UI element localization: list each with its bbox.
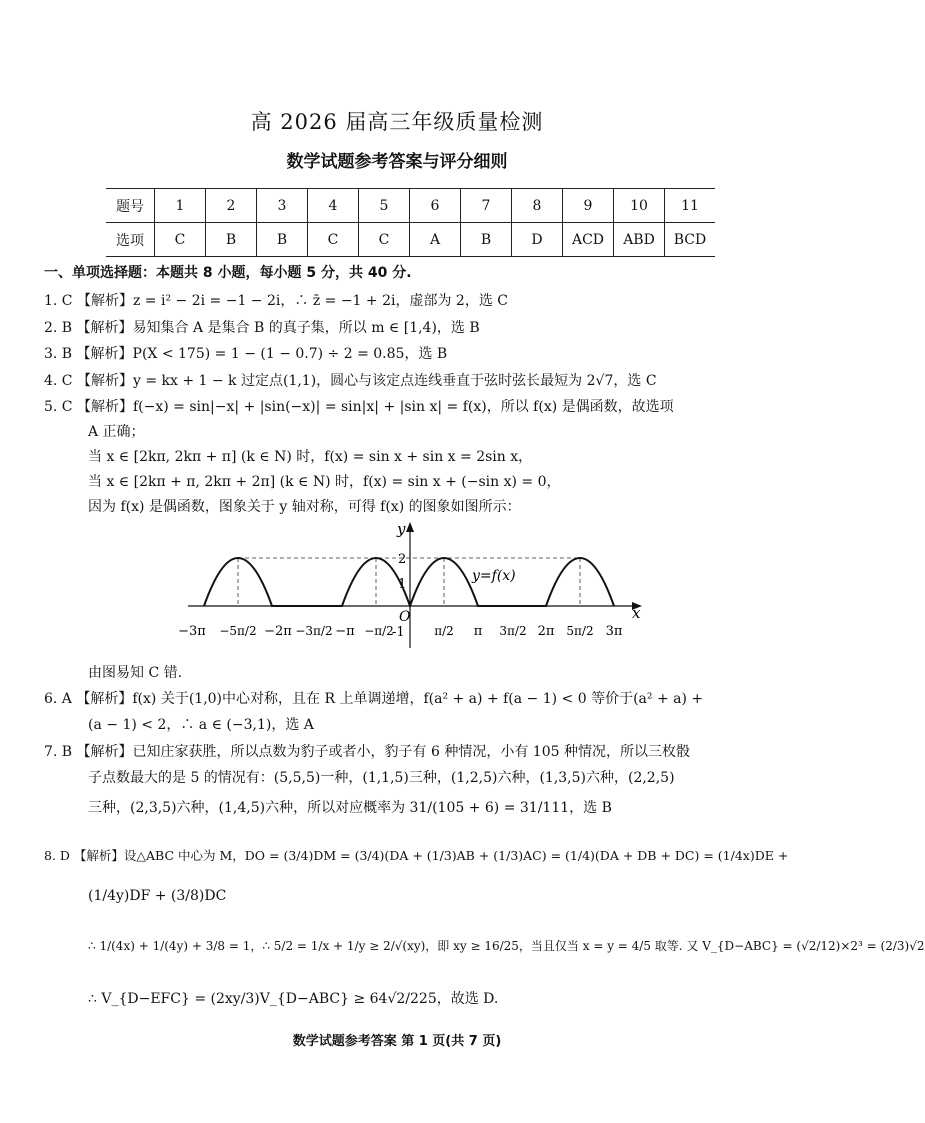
solution-line-7: 7. B 【解析】已知庄家获胜，所以点数为豹子或者小，豹子有 6 种情况，小有 105 种情况，所以三枚骰 bbox=[44, 744, 690, 760]
solution-line-1: 1. C 【解析】z = i² − 2i = −1 − 2i，∴ z̄ = −1 + 2i，虚部为 2，选 C bbox=[44, 293, 508, 309]
page-subtitle: 数学试题参考答案与评分细则 bbox=[286, 152, 508, 172]
table-cell: BCD bbox=[665, 223, 716, 257]
answer-table-row-options bbox=[106, 223, 715, 257]
table-cell: 2 bbox=[206, 189, 257, 223]
solution-line-5-figure-intro: 因为 f(x) 是偶函数，图象关于 y 轴对称，可得 f(x) 的图象如图所示： bbox=[88, 499, 521, 515]
table-cell: B bbox=[257, 223, 308, 257]
y-tick-label: 1 bbox=[398, 577, 407, 592]
solution-line-7-cont1: 子点数最大的是 5 的情况有：(5,5,5)一种，(1,1,5)三种，(1,2,5)六种，(1,3,5)六种，(2,2,5) bbox=[88, 770, 675, 786]
table-cell: 6 bbox=[410, 189, 461, 223]
table-cell: 5 bbox=[359, 189, 410, 223]
origin-label: O bbox=[399, 609, 411, 625]
table-cell: 4 bbox=[308, 189, 359, 223]
x-tick-label: −π bbox=[335, 624, 355, 639]
answer-table bbox=[106, 188, 715, 257]
solution-line-7-cont2: 三种，(2,3,5)六种，(1,4,5)六种，所以对应概率为 31/(105 + 6) = 31/111，选 B bbox=[88, 800, 612, 816]
solution-line-3: 3. B 【解析】P(X < 175) = 1 − (1 − 0.7) ÷ 2 = 0.85，选 B bbox=[44, 346, 448, 362]
table-cell: 11 bbox=[665, 189, 716, 223]
y-axis-label: y bbox=[397, 520, 406, 538]
page-title: 高 2026 届高三年级质量检测 bbox=[250, 110, 544, 134]
x-tick-label: 5π/2 bbox=[566, 624, 594, 638]
solution-line-8-cont1: (1/4y)DF + (3/8)DC bbox=[88, 888, 227, 904]
table-cell: C bbox=[155, 223, 206, 257]
x-tick-label: 3π/2 bbox=[499, 624, 527, 638]
table-cell: ACD bbox=[563, 223, 614, 257]
table-cell: D bbox=[512, 223, 563, 257]
table-cell: 题号 bbox=[106, 189, 155, 223]
y-tick-label: -1 bbox=[392, 625, 405, 640]
table-cell: 选项 bbox=[116, 232, 144, 249]
solution-line-5-case2: 当 x ∈ [2kπ + π, 2kπ + 2π] (k ∈ N) 时，f(x) = sin x + (−sin x) = 0， bbox=[88, 474, 561, 490]
solution-line-2: 2. B 【解析】易知集合 A 是集合 B 的真子集，所以 m ∈ [1,4)，选 B bbox=[44, 320, 480, 336]
x-tick-label: π bbox=[473, 624, 483, 639]
table-cell: 9 bbox=[563, 189, 614, 223]
x-axis-label: x bbox=[632, 604, 641, 622]
solution-line-5-conclusion: 由图易知 C 错. bbox=[88, 665, 183, 681]
x-tick-label: 3π bbox=[605, 624, 623, 639]
solution-line-8-cont3: ∴ V_{D−EFC} = (2xy/3)V_{D−ABC} ≥ 64√2/225，故选 D. bbox=[88, 991, 499, 1007]
x-tick-label: −π/2 bbox=[364, 624, 394, 638]
answer-table-row-questions bbox=[106, 189, 715, 223]
y-tick-label: 2 bbox=[398, 552, 407, 567]
solution-line-5-cont: A 正确； bbox=[88, 424, 145, 440]
solution-line-6: 6. A 【解析】f(x) 关于(1,0)中心对称，且在 R 上单调递增，f(a² + a) + f(a − 1) < 0 等价于(a² + a) + bbox=[44, 691, 704, 707]
x-tick-label: −3π/2 bbox=[295, 624, 333, 638]
table-cell: 8 bbox=[512, 189, 563, 223]
solution-line-4: 4. C 【解析】y = kx + 1 − k 过定点(1,1)，圆心与该定点连线垂直于弦时弦长最短为 2√7，选 C bbox=[44, 373, 657, 389]
table-cell: C bbox=[359, 223, 410, 257]
solution-line-8: 8. D 【解析】设△ABC 中心为 M，DO = (3/4)DM = (3/4)(DA + (1/3)AB + (1/3)AC) = (1/4)(DA + DB + DC) = (1/4x)DE + bbox=[44, 848, 789, 863]
x-tick-label: −3π bbox=[178, 624, 206, 639]
table-cell: B bbox=[461, 223, 512, 257]
x-tick-label: 2π bbox=[537, 624, 555, 639]
function-curve bbox=[204, 558, 614, 606]
table-cell: ABD bbox=[614, 223, 665, 257]
section-heading: 一、单项选择题：本题共 8 小题，每小题 5 分，共 40 分. bbox=[44, 265, 412, 281]
table-cell: A bbox=[410, 223, 461, 257]
table-cell: 3 bbox=[257, 189, 308, 223]
table-cell: C bbox=[308, 223, 359, 257]
page-footer: 数学试题参考答案 第 1 页(共 7 页) bbox=[292, 1034, 502, 1049]
solution-line-8-cont2: ∴ 1/(4x) + 1/(4y) + 3/8 = 1，∴ 5/2 = 1/x + 1/y ≥ 2/√(xy)，即 xy ≥ 16/25，当且仅当 x = y = 4/5 取等. 又 V_{D−ABC} = (√2/12)×2³ = (2/3)√2 bbox=[88, 939, 925, 953]
solution-line-5: 5. C 【解析】f(−x) = sin|−x| + |sin(−x)| = sin|x| + |sin x| = f(x)，所以 f(x) 是偶函数，故选项 bbox=[44, 399, 674, 415]
y-axis-arrow bbox=[406, 522, 414, 532]
table-cell: 1 bbox=[155, 189, 206, 223]
table-cell: B bbox=[206, 223, 257, 257]
solution-line-5-case1: 当 x ∈ [2kπ, 2kπ + π] (k ∈ N) 时，f(x) = sin x + sin x = 2sin x， bbox=[88, 449, 533, 465]
function-label: y=f(x) bbox=[472, 568, 516, 584]
solution-line-6-cont: (a − 1) < 2，∴ a ∈ (−3,1)，选 A bbox=[88, 717, 314, 733]
x-tick-label: −5π/2 bbox=[219, 624, 257, 638]
x-tick-label: π/2 bbox=[434, 624, 454, 638]
function-graph bbox=[180, 518, 650, 653]
table-cell: 7 bbox=[461, 189, 512, 223]
table-cell: 10 bbox=[614, 189, 665, 223]
x-tick-label: −2π bbox=[264, 624, 292, 639]
